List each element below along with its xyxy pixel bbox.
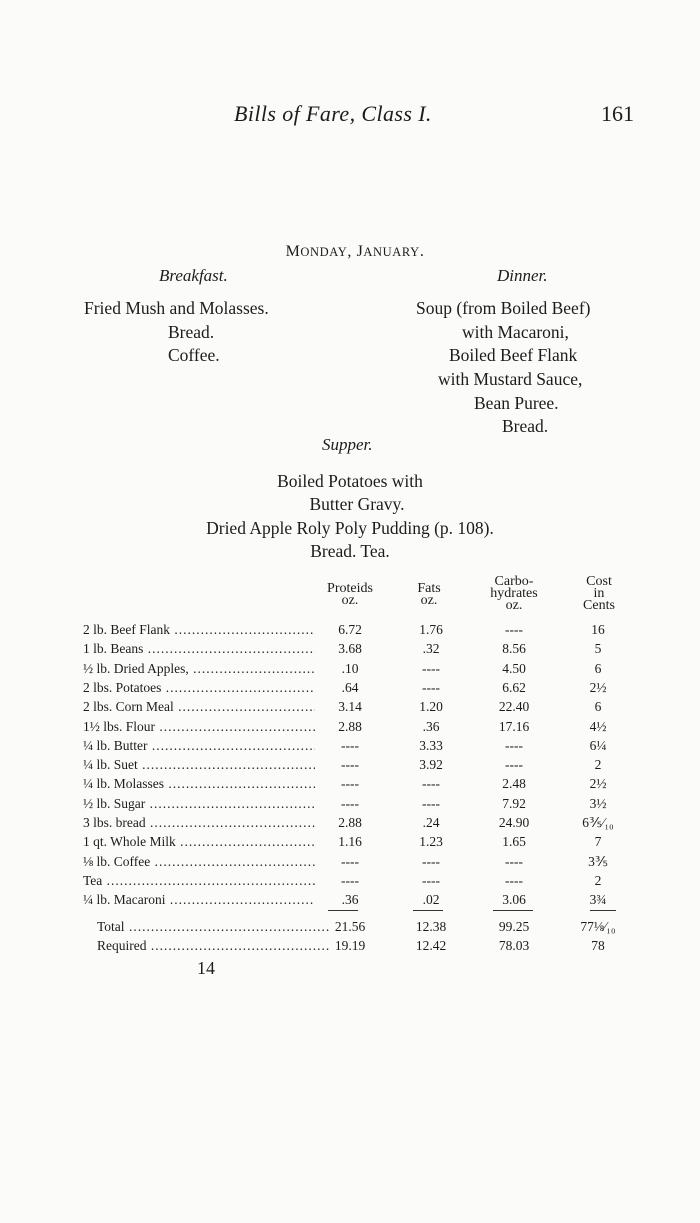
- cell-fats: ----: [422, 660, 440, 676]
- table-row: [0, 757, 700, 776]
- signature-mark: 14: [197, 958, 215, 978]
- table-row: [0, 776, 700, 795]
- dinner-item: with Macaroni,: [462, 322, 569, 342]
- dinner-item: Bread.: [502, 416, 549, 436]
- row-item: Tea .....: [83, 873, 315, 889]
- supper-heading: Supper.: [322, 435, 373, 454]
- cell-carbs: ----: [505, 737, 523, 753]
- table-row: [0, 892, 700, 911]
- cell-proteids: 1.16: [338, 834, 362, 850]
- breakfast-item: Coffee.: [168, 345, 220, 365]
- cell-proteids: ----: [341, 872, 359, 888]
- cell-fats: ----: [422, 795, 440, 811]
- cell-carbs: 8.56: [502, 641, 526, 657]
- cell-proteids: .64: [341, 679, 359, 695]
- dinner-item: with Mustard Sauce,: [438, 369, 583, 389]
- cell-fats: 3.92: [419, 757, 443, 773]
- cell-proteids: 3.14: [338, 699, 362, 715]
- row-item: 3 lbs. bread .....: [83, 815, 315, 831]
- cell-fats: ----: [422, 853, 440, 869]
- cell-fats: 1.20: [419, 699, 443, 715]
- dinner-item: Boiled Beef Flank: [449, 345, 578, 365]
- cell-fats: ----: [422, 679, 440, 695]
- total-rule-cost: [590, 910, 616, 911]
- row-item: Total .....: [97, 919, 329, 935]
- column-header-fats: Fats oz.: [417, 581, 441, 608]
- cell-carbs: 17.16: [498, 718, 530, 734]
- day-title-rest: ONDAY: [300, 245, 348, 259]
- cell-fats: 1.23: [419, 834, 443, 850]
- cell-cost: 3½: [589, 795, 607, 811]
- page-number: 161: [601, 101, 634, 126]
- cell-cost: 2: [594, 757, 602, 773]
- table-row: [0, 622, 700, 641]
- cell-cost: 77⅛⁄₁₀: [580, 919, 616, 934]
- table-row: [0, 680, 700, 699]
- day-title: [0, 243, 700, 261]
- table-row: [0, 854, 700, 873]
- row-item: Required .....: [97, 938, 329, 954]
- cell-proteids: ----: [341, 776, 359, 792]
- cell-cost: 16: [591, 622, 605, 637]
- cell-cost: 2½: [589, 776, 607, 792]
- row-item: ¼ lb. Macaroni .....: [83, 892, 315, 908]
- dinner-item: Soup (from Boiled Beef): [416, 298, 591, 318]
- cell-carbs: ----: [505, 622, 523, 637]
- cell-cost: 2: [594, 872, 602, 888]
- day-title-initial: M: [285, 243, 301, 260]
- supper-item: Bread. Tea.: [310, 541, 390, 561]
- row-item: ½ lb. Sugar .....: [83, 796, 315, 812]
- cell-cost: 6: [594, 699, 602, 715]
- row-item: 2 lbs. Corn Meal .....: [83, 699, 315, 715]
- cell-carbs: ----: [505, 757, 523, 773]
- cell-proteids: 19.19: [334, 938, 366, 953]
- row-item: ¼ lb. Molasses .....: [83, 776, 315, 792]
- breakfast-item: Fried Mush and Molasses.: [84, 298, 269, 318]
- total-rule-fats: [413, 910, 443, 911]
- table-row: [0, 738, 700, 757]
- cell-fats: ----: [422, 872, 440, 888]
- page-header: [0, 101, 700, 131]
- cell-cost: 6¼: [589, 737, 607, 753]
- cell-carbs: 78.03: [498, 938, 530, 953]
- cell-proteids: 2.88: [338, 815, 362, 830]
- cell-cost: 3¾: [589, 892, 607, 908]
- row-item: ½ lb. Dried Apples, .....: [83, 661, 315, 677]
- day-title-separator: ,: [347, 243, 357, 260]
- table-row: [0, 834, 700, 853]
- cell-fats: 12.42: [415, 938, 447, 953]
- cell-proteids: 3.68: [338, 641, 362, 657]
- running-title: Bills of Fare, Class I.: [234, 101, 432, 126]
- cell-carbs: 2.48: [502, 776, 526, 792]
- cell-proteids: .36: [341, 892, 359, 908]
- cell-cost: 3⅗: [588, 853, 608, 869]
- cell-cost: 7: [594, 834, 602, 850]
- cell-proteids: 2.88: [338, 718, 362, 734]
- dinner-heading: Dinner.: [497, 266, 548, 285]
- cell-fats: 1.76: [419, 622, 443, 637]
- cell-carbs: 7.92: [502, 795, 526, 811]
- row-item: 1½ lbs. Flour .....: [83, 719, 315, 735]
- row-item: 1 lb. Beans .....: [83, 641, 315, 657]
- cell-cost: 6⅗⁄₁₀: [582, 815, 614, 830]
- cell-proteids: 6.72: [338, 622, 362, 637]
- cell-cost: 5: [594, 641, 602, 657]
- cell-proteids: .10: [341, 660, 359, 676]
- table-row: [0, 699, 700, 718]
- breakfast-heading: Breakfast.: [159, 266, 228, 285]
- cell-cost: 6: [594, 660, 602, 676]
- cell-fats: .02: [422, 892, 440, 908]
- cell-carbs: 6.62: [502, 679, 526, 695]
- row-item: 2 lbs. Potatoes .....: [83, 680, 315, 696]
- table-row: [0, 661, 700, 680]
- row-item: 2 lb. Beef Flank .....: [83, 622, 315, 638]
- table-row: [0, 796, 700, 815]
- cell-proteids: 21.56: [334, 919, 366, 934]
- cell-fats: .32: [422, 641, 440, 657]
- table-row: [0, 641, 700, 660]
- table-row: [0, 919, 700, 938]
- supper-item: Dried Apple Roly Poly Pudding (p. 108).: [206, 518, 494, 538]
- breakfast-item: Bread.: [168, 322, 215, 342]
- cell-proteids: ----: [341, 737, 359, 753]
- table-row: [0, 719, 700, 738]
- cell-proteids: ----: [341, 795, 359, 811]
- supper-item: Butter Gravy.: [309, 494, 405, 514]
- cell-carbs: 3.06: [502, 892, 526, 908]
- row-item: ¼ lb. Suet .....: [83, 757, 315, 773]
- total-rule-proteids: [328, 910, 358, 911]
- cell-proteids: ----: [341, 853, 359, 869]
- cell-cost: 2½: [589, 679, 607, 695]
- cell-carbs: 22.40: [498, 699, 530, 715]
- column-header-cost: Cost in Cents: [583, 574, 615, 613]
- cell-carbs: 99.25: [498, 919, 530, 934]
- cell-carbs: 24.90: [498, 815, 530, 830]
- cell-fats: 12.38: [415, 919, 447, 934]
- cell-carbs: ----: [505, 872, 523, 888]
- cell-carbs: ----: [505, 853, 523, 869]
- table-row: [0, 873, 700, 892]
- cell-carbs: 1.65: [502, 834, 526, 850]
- dinner-item: Bean Puree.: [474, 393, 559, 413]
- cell-cost: 78: [591, 938, 605, 953]
- column-header-carbohydrates: Carbo- hydrates oz.: [490, 574, 538, 613]
- month-rest: ANUARY: [363, 245, 420, 259]
- month-initial: J: [356, 243, 364, 260]
- cell-fats: 3.33: [419, 737, 443, 753]
- table-row: [0, 938, 700, 957]
- cell-proteids: ----: [341, 757, 359, 773]
- table-row: [0, 815, 700, 834]
- cell-cost: 4½: [589, 718, 607, 734]
- column-header-proteids: Proteids oz.: [327, 581, 373, 608]
- row-item: ¼ lb. Butter .....: [83, 738, 315, 754]
- row-item: ⅛ lb. Coffee .....: [83, 854, 315, 870]
- day-title-end: .: [419, 243, 425, 260]
- total-rule-carbs: [493, 910, 533, 911]
- cell-fats: ----: [422, 776, 440, 792]
- cell-carbs: 4.50: [502, 660, 526, 676]
- cell-fats: .36: [422, 718, 440, 734]
- cell-fats: .24: [422, 815, 440, 830]
- row-item: 1 qt. Whole Milk .....: [83, 834, 315, 850]
- supper-item: Boiled Potatoes with: [277, 471, 423, 491]
